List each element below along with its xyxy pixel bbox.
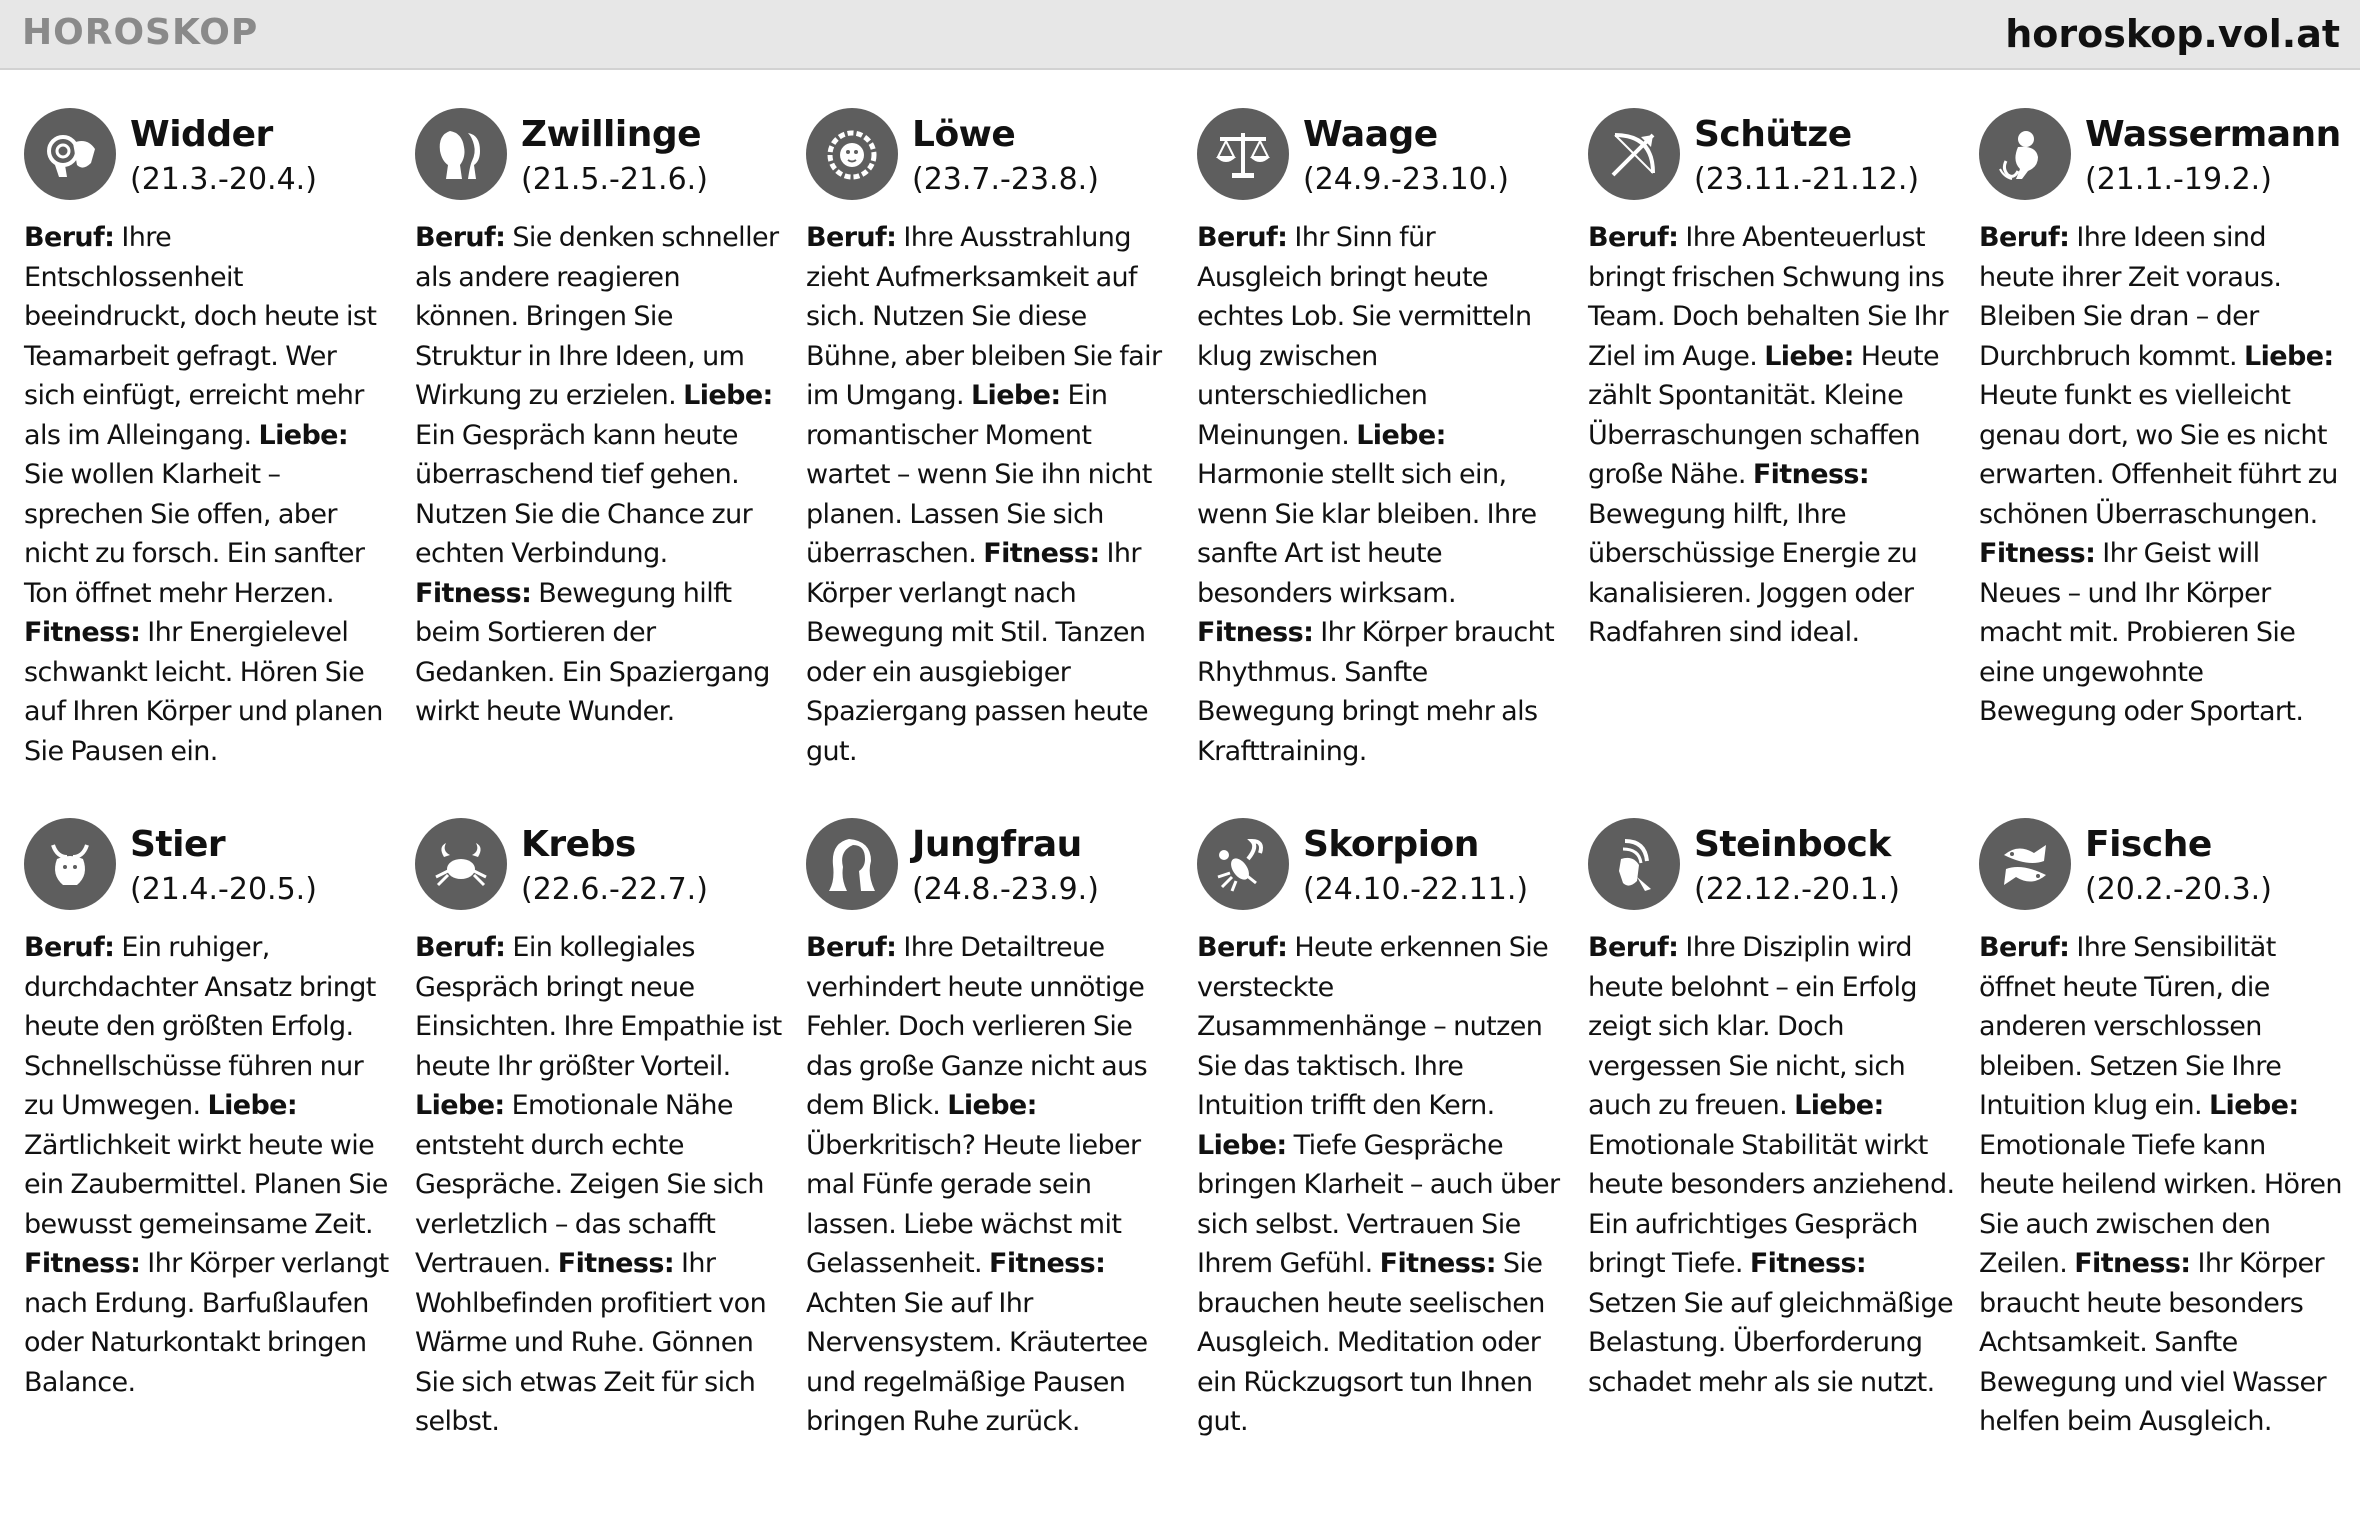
- header-site-url[interactable]: horoskop.vol.at: [2005, 12, 2340, 56]
- sign-zwillinge: [413, 70, 783, 770]
- beruf-text: Ihre Detailtreue verhindert heute unnötige Fehler. Doch verlieren Sie das große Ganze nicht aus dem Blick.: [806, 932, 1148, 1121]
- horoscope-grid: [0, 70, 2360, 1531]
- sign-text: [415, 928, 783, 1442]
- scorpion-icon: [1197, 818, 1289, 910]
- beruf-label: Beruf:: [1588, 222, 1679, 253]
- sign-dates: (22.6.-22.7.): [521, 872, 708, 907]
- fitness-text: Achten Sie auf Ihr Nervensystem. Kräutertee und regelmäßige Pausen bringen Ruhe zurück.: [806, 1287, 1148, 1437]
- beruf-text: Ihre Ausstrahlung zieht Aufmerksamkeit auf sich. Nutzen Sie diese Bühne, aber bleiben Sie fair im Umgang.: [806, 222, 1162, 411]
- liebe-text: Heute funkt es vielleicht genau dort, wo Sie es nicht erwarten. Offenheit führt zu schönen Überraschungen.: [1979, 380, 2338, 530]
- header-title: HOROSKOP: [22, 12, 259, 53]
- fitness-label: Fitness:: [1197, 617, 1314, 648]
- fitness-label: Fitness:: [24, 1248, 141, 1279]
- beruf-text: Ihre Ideen sind heute ihrer Zeit voraus. Bleiben Sie dran – der Durchbruch kommt.: [1979, 222, 2282, 372]
- sign-dates: (24.9.-23.10.): [1303, 162, 1509, 197]
- fitness-text: Ihr Wohlbefinden profitiert von Wärme und Ruhe. Gönnen Sie sich etwas Zeit für sich selbst.: [415, 1248, 767, 1437]
- fitness-label: Fitness:: [24, 617, 141, 648]
- sign-text: [415, 218, 783, 732]
- sign-steinbock: [1586, 780, 1956, 1520]
- sign-dates: (21.5.-21.6.): [521, 162, 708, 197]
- fitness-label: Fitness:: [2074, 1248, 2191, 1279]
- sign-dates: (20.2.-20.3.): [2085, 872, 2272, 907]
- sign-header: [1977, 780, 2347, 907]
- fitness-label: Fitness:: [989, 1248, 1106, 1279]
- sign-jungfrau: [804, 780, 1174, 1520]
- beruf-label: Beruf:: [1979, 932, 2070, 963]
- sign-text: [24, 928, 392, 1402]
- sign-krebs: [413, 780, 783, 1520]
- sign-dates: (22.12.-20.1.): [1694, 872, 1900, 907]
- liebe-label: Liebe:: [1794, 1090, 1884, 1121]
- sign-name: Waage: [1303, 114, 1438, 155]
- sign-header: [1586, 780, 1956, 907]
- sign-text: [1588, 928, 1956, 1402]
- sign-fische: [1977, 780, 2347, 1520]
- beruf-text: Heute erkennen Sie versteckte Zusammenhänge – nutzen Sie das taktisch. Ihre Intuition trifft den Kern.: [1197, 932, 1549, 1121]
- fitness-text: Ihr Körper verlangt nach Bewegung mit Stil. Tanzen oder ein ausgiebiger Spaziergang passen heute gut.: [806, 538, 1149, 767]
- fitness-text: Setzen Sie auf gleichmäßige Belastung. Überforderung schadet mehr als sie nutzt.: [1588, 1287, 1954, 1398]
- liebe-text: Heute zählt Spontanität. Kleine Überraschungen schaffen große Nähe.: [1588, 340, 1940, 490]
- fitness-label: Fitness:: [983, 538, 1100, 569]
- beruf-text: Ihr Sinn für Ausgleich bringt heute echtes Lob. Sie vermitteln klug zwischen unterschiedlichen Meinungen.: [1197, 222, 1532, 451]
- liebe-label: Liebe:: [683, 380, 773, 411]
- beruf-text: Ihre Abenteuerlust bringt frischen Schwung ins Team. Doch behalten Sie Ihr Ziel im Auge.: [1588, 222, 1948, 372]
- fitness-text: Ihr Körper verlangt nach Erdung. Barfußlaufen oder Naturkontakt bringen Balance.: [24, 1248, 389, 1398]
- beruf-label: Beruf:: [24, 932, 115, 963]
- virgin-icon: [806, 818, 898, 910]
- sign-text: [1197, 218, 1565, 771]
- sign-dates: (23.11.-21.12.): [1694, 162, 1920, 197]
- sign-loewe: [804, 70, 1174, 770]
- sign-text: [1979, 218, 2347, 732]
- sign-text: [24, 218, 392, 771]
- sign-text: [1588, 218, 1956, 653]
- liebe-label: Liebe:: [415, 1090, 505, 1121]
- liebe-label: Liebe:: [2244, 340, 2334, 372]
- liebe-label: Liebe:: [1197, 1129, 1287, 1161]
- beruf-label: Beruf:: [806, 222, 897, 253]
- sign-header: [1586, 70, 1956, 197]
- beruf-label: Beruf:: [1197, 222, 1288, 253]
- fitness-label: Fitness:: [1979, 538, 2096, 569]
- fitness-text: Ihr Körper braucht heute besonders Achtsamkeit. Sanfte Bewegung und viel Wasser helfen beim Ausgleich.: [1979, 1248, 2326, 1437]
- beruf-text: Ein ruhiger, durchdachter Ansatz bringt heute den größten Erfolg. Schnellschüsse führen nur zu Umwegen.: [24, 932, 376, 1121]
- fitness-text: Bewegung hilft beim Sortieren der Gedanken. Ein Spaziergang wirkt heute Wunder.: [415, 577, 770, 727]
- sign-header: [413, 780, 783, 907]
- fitness-text: Ihr Geist will Neues – und Ihr Körper macht mit. Probieren Sie eine ungewohnte Bewegung oder Sportart.: [1979, 538, 2304, 727]
- sign-header: [413, 70, 783, 197]
- liebe-text: Zärtlichkeit wirkt heute wie ein Zaubermittel. Planen Sie bewusst gemeinsame Zeit.: [24, 1129, 388, 1240]
- liebe-text: Ein romantischer Moment wartet – wenn Sie ihn nicht planen. Lassen Sie sich überraschen.: [806, 380, 1152, 569]
- liebe-text: Emotionale Nähe entsteht durch echte Gespräche. Zeigen Sie sich verletzlich – das schafft Vertrauen.: [415, 1090, 764, 1279]
- liebe-text: Emotionale Tiefe kann heute heilend wirken. Hören Sie auch zwischen den Zeilen.: [1979, 1129, 2342, 1279]
- sign-header: [22, 70, 392, 197]
- sign-header: [1977, 70, 2347, 197]
- fitness-label: Fitness:: [415, 577, 532, 609]
- sign-header: [804, 780, 1174, 907]
- sign-dates: (21.4.-20.5.): [130, 872, 317, 907]
- sign-schuetze: [1586, 70, 1956, 770]
- fitness-label: Fitness:: [1752, 459, 1870, 490]
- beruf-text: Ihre Entschlossenheit beeindruckt, doch heute ist Teamarbeit gefragt. Wer sich einfügt, erreicht mehr als im Alleingang.: [24, 222, 377, 451]
- liebe-text: Tiefe Gespräche bringen Klarheit – auch über sich selbst. Vertrauen Sie Ihrem Gefühl.: [1197, 1129, 1560, 1279]
- sign-waage: [1195, 70, 1565, 770]
- sign-dates: (23.7.-23.8.): [912, 162, 1099, 197]
- fitness-text: Ihr Körper braucht Rhythmus. Sanfte Bewegung bringt mehr als Krafttraining.: [1197, 617, 1555, 767]
- sign-name: Zwillinge: [521, 114, 702, 155]
- water-bearer-icon: [1979, 108, 2071, 200]
- sign-text: [806, 928, 1174, 1442]
- liebe-text: Ein Gespräch kann heute überraschend tief gehen. Nutzen Sie die Chance zur echten Verbindung.: [415, 419, 753, 569]
- liebe-label: Liebe:: [947, 1090, 1037, 1121]
- sign-text: [1197, 928, 1565, 1442]
- beruf-text: Ein kollegiales Gespräch bringt neue Einsichten. Ihre Empathie ist heute Ihr größter Vorteil.: [415, 932, 782, 1082]
- fitness-text: Bewegung hilft, Ihre überschüssige Energie zu kanalisieren. Joggen oder Radfahren sind ideal.: [1588, 498, 1918, 648]
- liebe-label: Liebe:: [1764, 340, 1854, 372]
- sign-name: Löwe: [912, 114, 1016, 155]
- twins-icon: [415, 108, 507, 200]
- sign-dates: (21.1.-19.2.): [2085, 162, 2272, 197]
- sign-dates: (21.3.-20.4.): [130, 162, 317, 197]
- beruf-label: Beruf:: [1197, 932, 1288, 963]
- fitness-text: Ihr Energielevel schwankt leicht. Hören Sie auf Ihren Körper und planen Sie Pausen ein.: [24, 617, 383, 767]
- beruf-label: Beruf:: [1979, 222, 2070, 253]
- crab-icon: [415, 818, 507, 910]
- beruf-label: Beruf:: [1588, 932, 1679, 963]
- sign-header: [1195, 70, 1565, 197]
- scales-icon: [1197, 108, 1289, 200]
- liebe-label: Liebe:: [970, 380, 1061, 411]
- sign-stier: [22, 780, 392, 1520]
- beruf-text: Ihre Sensibilität öffnet heute Türen, die anderen verschlossen bleiben. Setzen Sie Ihre Intuition klug ein.: [1979, 932, 2282, 1121]
- beruf-text: Sie denken schneller als andere reagieren können. Bringen Sie Struktur in Ihre Ideen, um Wirkung zu erzielen.: [415, 222, 779, 411]
- liebe-text: Harmonie stellt sich ein, wenn Sie klar bleiben. Ihre sanfte Art ist heute besonders wirksam.: [1197, 459, 1537, 609]
- liebe-label: Liebe:: [258, 419, 349, 451]
- sign-name: Schütze: [1694, 114, 1852, 155]
- fitness-label: Fitness:: [1379, 1248, 1496, 1279]
- liebe-label: Liebe:: [2208, 1090, 2299, 1121]
- sign-name: Jungfrau: [912, 824, 1082, 865]
- sign-name: Skorpion: [1303, 824, 1479, 865]
- beruf-text: Ihre Disziplin wird heute belohnt – ein Erfolg zeigt sich klar. Doch vergessen Sie nicht, sich auch zu freuen.: [1588, 932, 1917, 1121]
- liebe-text: Emotionale Stabilität wirkt heute besonders anziehend. Ein aufrichtiges Gespräch bringt Tiefe.: [1588, 1129, 1955, 1279]
- sign-name: Steinbock: [1694, 824, 1891, 865]
- sign-header: [22, 780, 392, 907]
- sign-dates: (24.8.-23.9.): [912, 872, 1099, 907]
- beruf-label: Beruf:: [415, 222, 506, 253]
- fish-icon: [1979, 818, 2071, 910]
- beruf-label: Beruf:: [806, 932, 897, 963]
- archer-icon: [1588, 108, 1680, 200]
- sign-name: Stier: [130, 824, 226, 865]
- page-header: [0, 0, 2360, 70]
- sign-name: Wassermann: [2085, 114, 2341, 155]
- sign-header: [1195, 780, 1565, 907]
- sign-header: [804, 70, 1174, 197]
- sign-dates: (24.10.-22.11.): [1303, 872, 1529, 907]
- sign-skorpion: [1195, 780, 1565, 1520]
- fitness-label: Fitness:: [1749, 1248, 1867, 1279]
- sign-name: Krebs: [521, 824, 636, 865]
- sign-widder: [22, 70, 392, 770]
- sign-text: [806, 218, 1174, 771]
- sign-wassermann: [1977, 70, 2347, 770]
- beruf-label: Beruf:: [24, 222, 115, 253]
- liebe-text: Überkritisch? Heute lieber mal Fünfe gerade sein lassen. Liebe wächst mit Gelassenheit.: [806, 1129, 1141, 1279]
- liebe-label: Liebe:: [1356, 419, 1446, 451]
- liebe-text: Sie wollen Klarheit – sprechen Sie offen, aber nicht zu forsch. Ein sanfter Ton öffnet mehr Herzen.: [24, 459, 365, 609]
- sign-text: [1979, 928, 2347, 1442]
- bull-icon: [24, 818, 116, 910]
- lion-icon: [806, 108, 898, 200]
- liebe-label: Liebe:: [207, 1090, 298, 1121]
- fitness-text: Sie brauchen heute seelischen Ausgleich. Meditation oder ein Rückzugsort tun Ihnen gut.: [1197, 1248, 1545, 1437]
- ram-icon: [24, 108, 116, 200]
- sign-name: Widder: [130, 114, 273, 155]
- fitness-label: Fitness:: [557, 1248, 675, 1279]
- beruf-label: Beruf:: [415, 932, 506, 963]
- capricorn-icon: [1588, 818, 1680, 910]
- sign-name: Fische: [2085, 824, 2212, 865]
